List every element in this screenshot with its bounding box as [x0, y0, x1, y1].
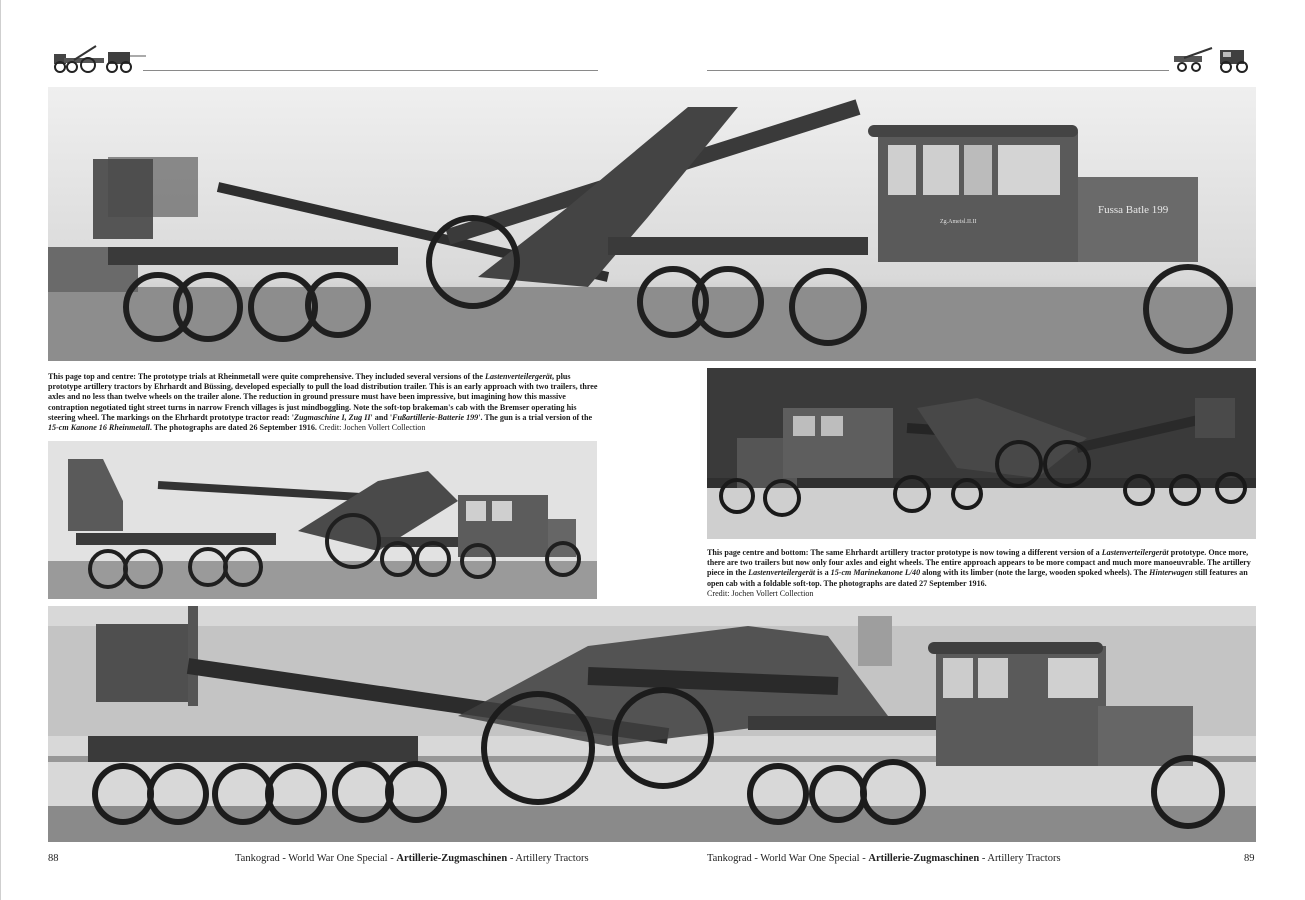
photo-bottom-wide [48, 606, 1256, 842]
caption-top: This page top and centre: The prototype trials at Rheinmetall were quite comprehensive. They included several versions of the Lastenverteilergerät, plus prototype artillery tractors by Ehrhardt and Büssing, developed especially to pull the load distribution trailer. This is an early approach with two trailers, three axles and no less than twelve wheels on the trailer alone. The reduction in ground pressure must have been impressive, but imagining how this massive contraption negotiated tight street turns in narrow French villages is just mindboggling. Note the soft-top brakeman's cab with the Bremser operating his steering wheel. The markings on the Ehrhardt prototype tractor read: 'Zugmaschine I, Zug II' and 'Fußartillerie-Batterie 199'. The gun is a trial version of the 15-cm Kanone 16 Rheinmetall. The photographs are dated 26 September 1916. Credit: Jochen Vollert Collection [48, 372, 598, 433]
page-number-left: 88 [48, 853, 59, 864]
photo-top-wide [48, 87, 1256, 361]
header-right-vignette-icon [1170, 40, 1252, 74]
credit-top: Credit: Jochen Vollert Collection [318, 423, 426, 433]
photo-middle-left [48, 441, 597, 599]
page-number-right: 89 [1244, 853, 1255, 864]
footer-right: Tankograd - World War One Special - Artillerie-Zugmaschinen - Artillery Tractors [707, 853, 1061, 864]
header-rule-left [143, 70, 598, 71]
footer-left: Tankograd - World War One Special - Artillerie-Zugmaschinen - Artillery Tractors [235, 853, 589, 864]
credit-right: Credit: Jochen Vollert Collection [707, 588, 814, 598]
page-edge [0, 0, 1, 900]
photo-middle-right [707, 368, 1256, 539]
header-left-vignette-icon [50, 40, 148, 74]
header-rule-right [707, 70, 1169, 71]
caption-right: This page centre and bottom: The same Ehrhardt artillery tractor prototype is now towing a different version of a Lastenverteilergerät prototype. Once more, there are two trailers but now only four axles and eight wheels. The entire approach appears to be more compact and much more manoeuvrable. The artillery piece in the Lastenverteilergerät is a 15-cm Marinekanone L/40 along with its limber (note the large, wooden spoked wheels). The Hinterwagen still features an open cab with a foldable soft-top. The photographs are dated 27 September 1916. Credit: Jochen Vollert Collection [707, 548, 1251, 598]
tractor-small-marking: Zg.Ameisl.II.II [940, 219, 977, 225]
tractor-marking: Fussa Batle 199 [1098, 204, 1169, 216]
